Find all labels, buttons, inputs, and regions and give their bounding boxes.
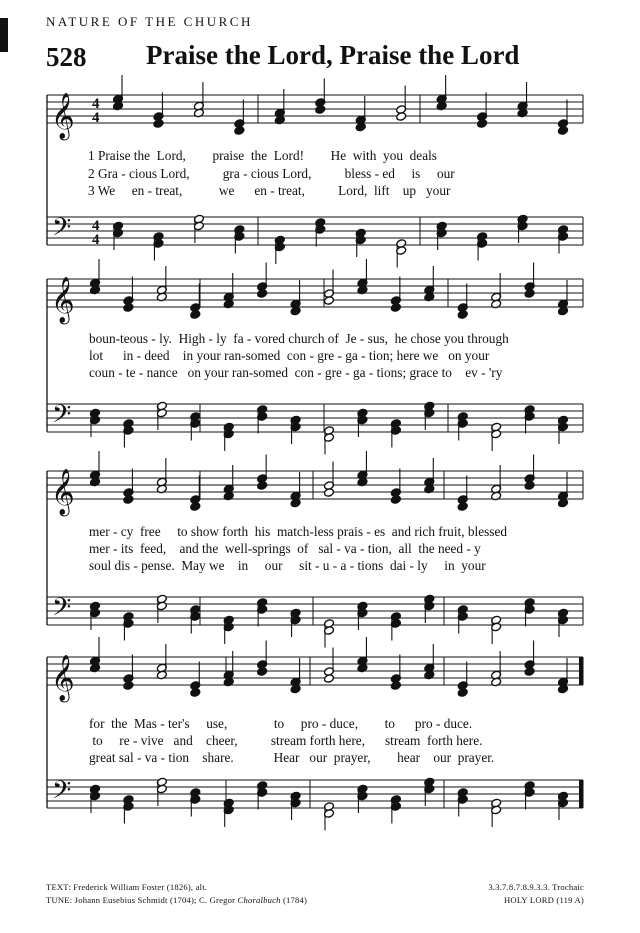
treble-note <box>457 688 468 698</box>
treble-note <box>524 481 535 491</box>
treble-note <box>190 688 201 698</box>
lyric-line-3-3: soul dis - pense. May we in our sit - u - a - tions dai - ly in your <box>89 558 486 573</box>
tune-credit-suffix: (1784) <box>282 895 308 905</box>
section-heading: NATURE OF THE CHURCH <box>46 14 253 29</box>
treble-note <box>123 681 134 691</box>
treble-note <box>290 498 301 508</box>
treble-clef-icon: 𝄞 <box>51 469 75 515</box>
treble-note <box>390 681 401 691</box>
treble-clef-icon: 𝄞 <box>51 93 75 139</box>
treble-note <box>290 684 301 694</box>
treble-clef-icon: 𝄞 <box>51 277 75 323</box>
treble-note <box>315 105 326 115</box>
final-barline <box>579 657 583 685</box>
tune-label: TUNE: <box>46 895 73 905</box>
treble-note <box>123 495 134 505</box>
lyric-line-1-3: 3 We en - treat, we en - treat, Lord, lift up your <box>88 183 451 198</box>
tune-credit-prefix: Johann Eusebius Schmidt (1704); C. Gregor <box>74 895 236 905</box>
treble-note <box>153 119 164 129</box>
treble-note <box>457 502 468 512</box>
lyric-line-1-2: 2 Gra - cious Lord, gra - cious Lord, bless - ed is our <box>88 166 455 181</box>
treble-note <box>355 122 366 132</box>
treble-note <box>123 303 134 313</box>
final-barline <box>579 780 583 808</box>
treble-note <box>234 126 245 136</box>
treble-note <box>390 495 401 505</box>
treble-note <box>457 310 468 320</box>
text-label: TEXT: <box>46 882 71 892</box>
lyric-line-2-1: boun-teous - ly. High - ly fa - vored church of Je - sus, he chose you through <box>89 331 509 346</box>
bass-clef-icon: 𝄢 <box>52 593 72 628</box>
lyric-line-2-3: coun - te - nance on your ran-somed con - gre - ga - tions; grace to ev - 'ry <box>89 365 503 380</box>
treble-note <box>324 488 335 498</box>
lyric-line-2-2: lot in - deed in your ran-somed con - gre - ga - tion; here we on your <box>89 348 490 363</box>
lyric-line-1-1: 1 Praise the Lord, praise the Lord! He with you deals <box>88 148 437 163</box>
time-signature-bottom: 4 <box>92 232 100 248</box>
treble-clef-icon: 𝄞 <box>51 655 75 701</box>
treble-note <box>190 310 201 320</box>
time-signature-top: 4 <box>92 96 100 112</box>
bass-clef-icon: 𝄢 <box>52 213 72 248</box>
treble-note <box>558 126 569 136</box>
treble-note <box>524 667 535 677</box>
bass-clef-icon: 𝄢 <box>52 400 72 435</box>
treble-note <box>190 502 201 512</box>
treble-note <box>324 674 335 684</box>
lyric-line-4-1: for the Mas - ter's use, to pro - duce, to pro - duce. <box>89 716 473 731</box>
text-credit <box>46 882 207 892</box>
treble-note <box>257 289 268 299</box>
time-signature-top: 4 <box>92 218 100 234</box>
treble-note <box>257 667 268 677</box>
treble-note <box>257 481 268 491</box>
treble-note <box>524 289 535 299</box>
lyric-line-3-2: mer - its feed, and the well-springs of sal - va - tion, all the need - y <box>89 541 481 556</box>
tune-credit <box>46 895 307 905</box>
lyric-line-4-2: to re - vive and cheer, stream forth here, stream forth here. <box>89 733 483 748</box>
lyric-line-3-1: mer - cy free to show forth his match-less prais - es and rich fruit, blessed <box>89 524 507 539</box>
treble-note <box>324 296 335 306</box>
treble-note <box>290 306 301 316</box>
hymn-title: Praise the Lord, Praise the Lord <box>146 40 520 70</box>
text-credit-value: Frederick William Foster (1826), alt. <box>73 882 208 892</box>
treble-note <box>558 498 569 508</box>
meter: 3.3.7.8.7.8.9.3.3. Trochaic <box>488 882 584 892</box>
time-signature-bottom: 4 <box>92 110 100 126</box>
treble-note <box>396 112 407 122</box>
bass-clef-icon: 𝄢 <box>52 776 72 811</box>
lyric-line-4-3: great sal - va - tion share. Hear our prayer, hear our prayer. <box>89 750 495 765</box>
tune-name: HOLY LORD (119 A) <box>504 895 584 905</box>
hymn-number: 528 <box>46 42 87 72</box>
tune-credit-italic: Choralbuch <box>237 895 281 905</box>
treble-note <box>390 303 401 313</box>
treble-note <box>558 306 569 316</box>
treble-note <box>477 119 488 129</box>
treble-note <box>558 684 569 694</box>
